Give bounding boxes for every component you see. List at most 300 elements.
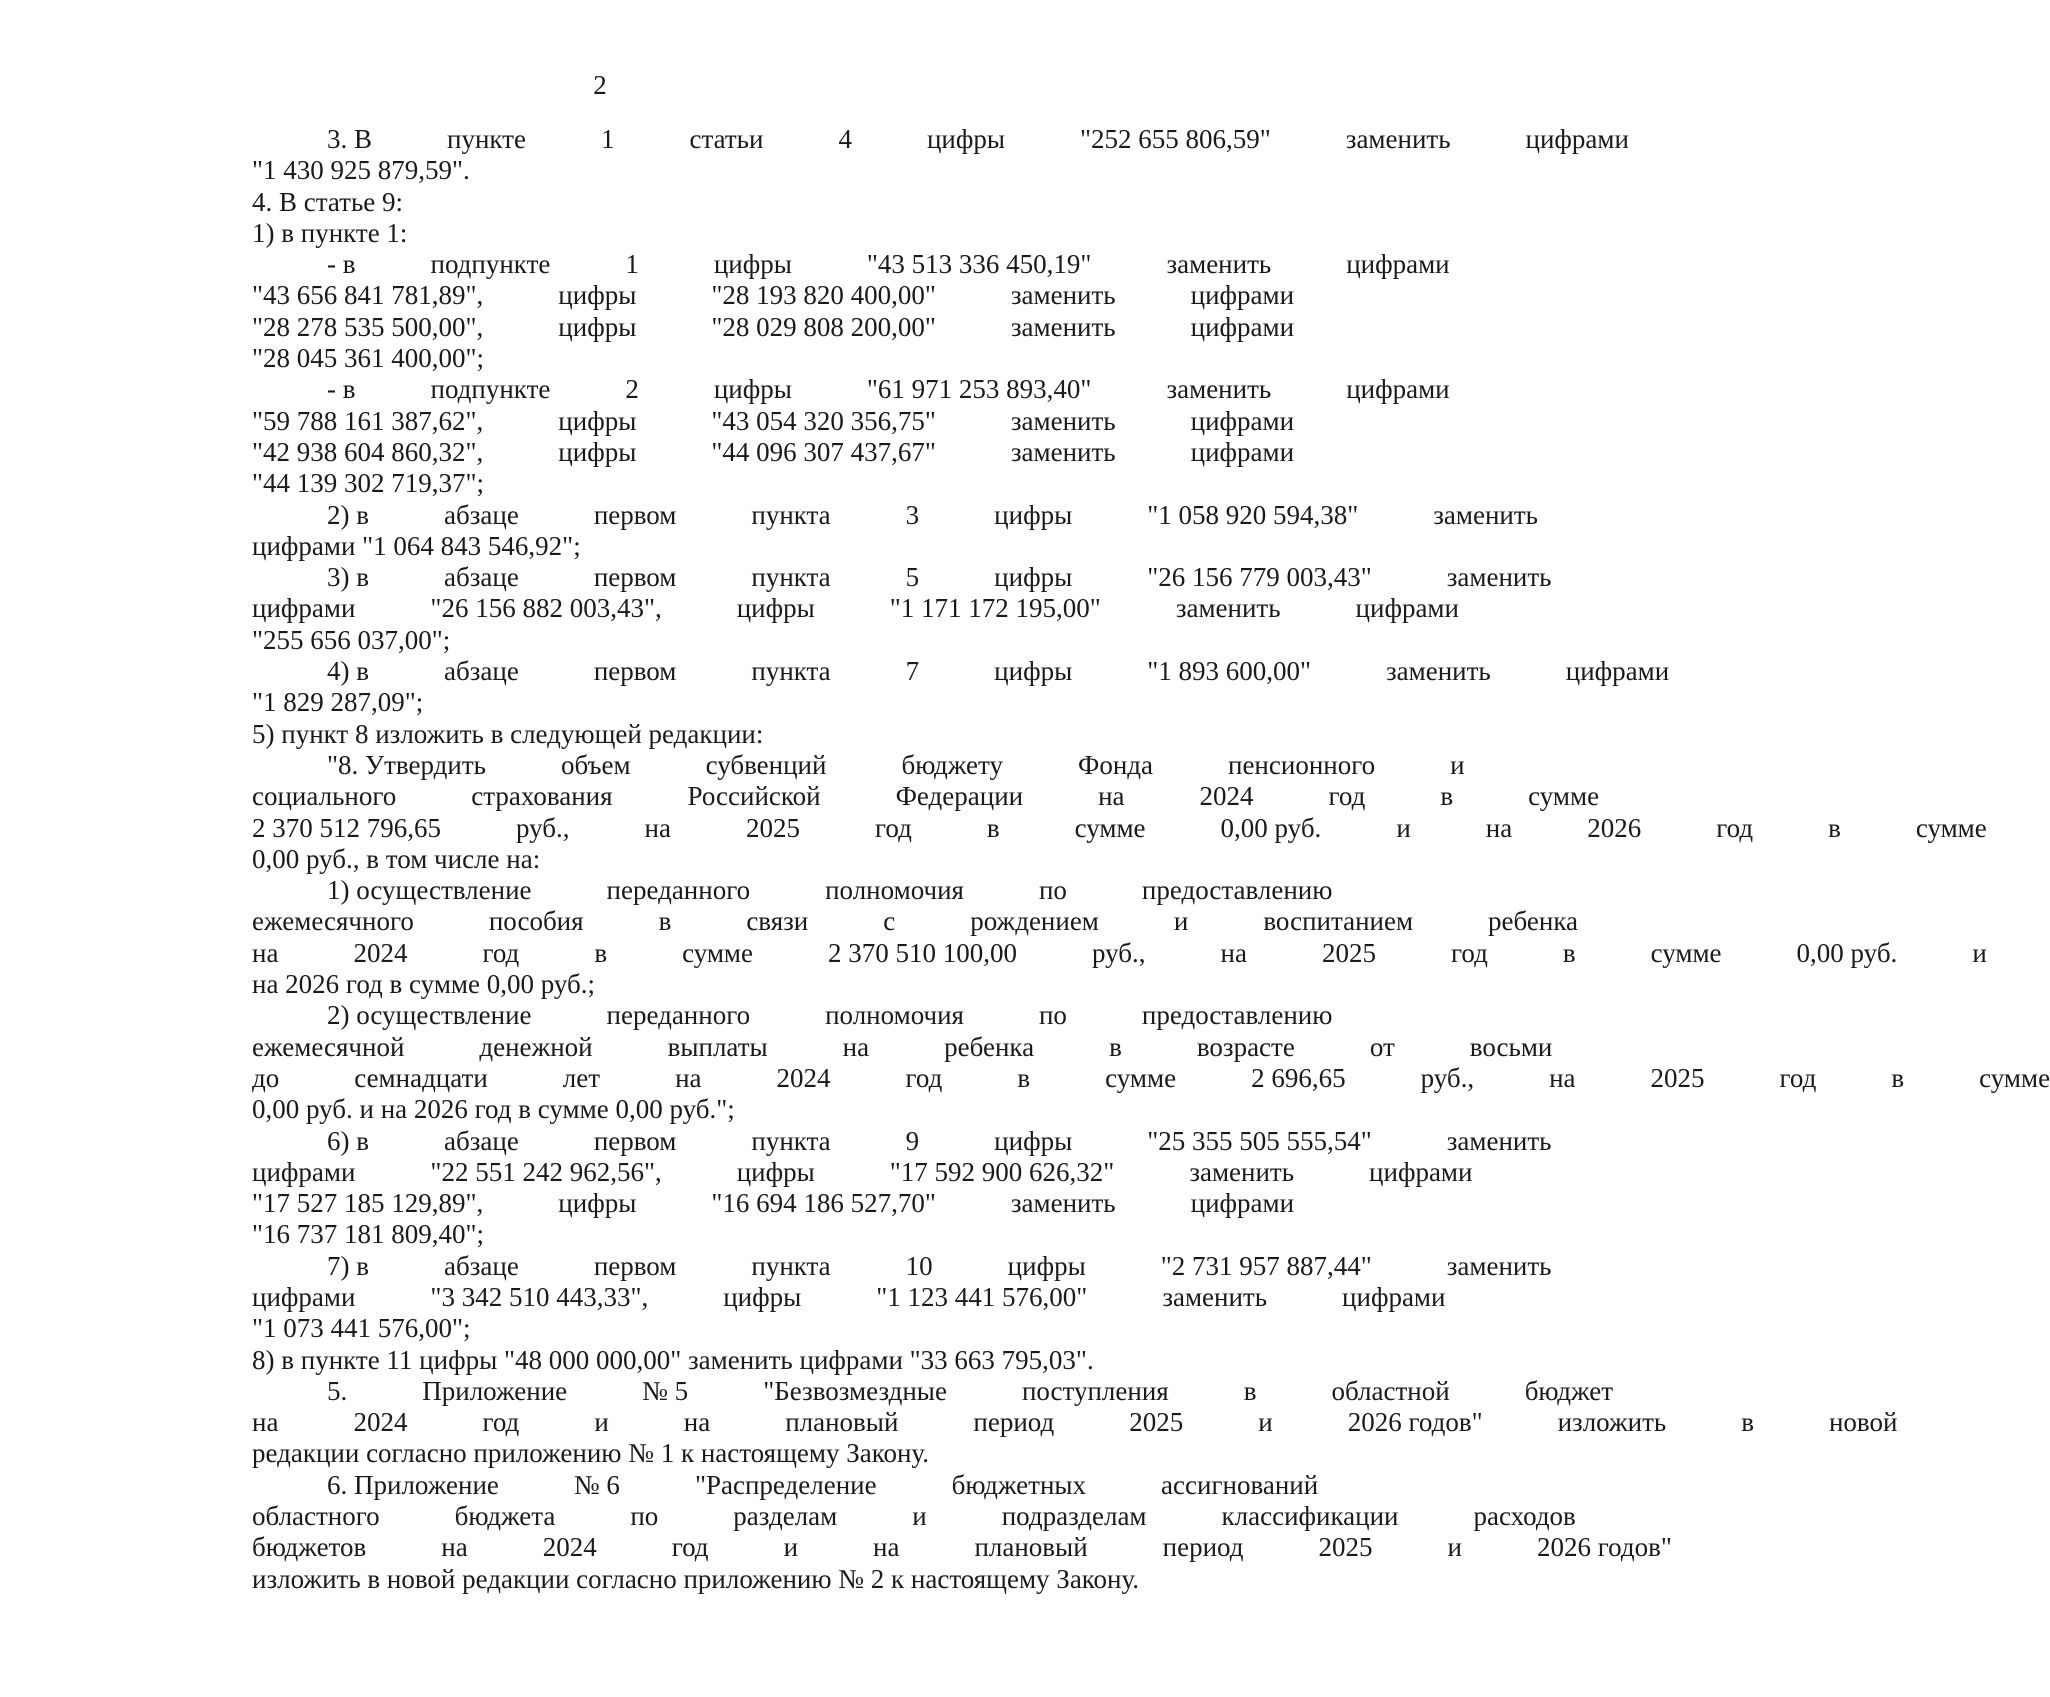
word: субвенций: [705, 749, 827, 780]
word: сумме: [1074, 812, 1146, 843]
word: заменить: [1345, 124, 1451, 154]
word: 2025: [1129, 1407, 1184, 1438]
text-line: [177, 1281, 1446, 1313]
word: пункта: [751, 499, 831, 530]
word: год: [1716, 812, 1754, 843]
word: цифрами: [1190, 405, 1295, 436]
word: полномочия: [825, 875, 964, 906]
word: руб.,: [1092, 937, 1146, 968]
word: - в: [327, 249, 356, 280]
word: социального: [252, 781, 397, 812]
word: и: [1173, 906, 1189, 937]
text-line: [177, 1000, 1333, 1031]
paragraph-item-3: [177, 124, 1629, 187]
word: пособия: [488, 906, 584, 937]
word: год: [482, 1407, 520, 1438]
word: "43 054 320 356,75": [711, 405, 936, 436]
word: - в: [327, 374, 356, 405]
word: руб.,: [516, 812, 570, 843]
word: цифры: [994, 499, 1073, 530]
subitem-4-5: 5) пункт 8 изложить в следующей редакции:: [252, 718, 764, 749]
word: "1 123 441 576,00": [876, 1281, 1088, 1312]
word: цифры: [558, 405, 637, 436]
word: цифры: [713, 374, 792, 405]
word: денежной: [479, 1031, 593, 1062]
word: Приложение: [422, 1375, 568, 1406]
word: период: [973, 1407, 1055, 1438]
word: "1 058 920 594,38": [1147, 499, 1359, 530]
word: 3. В: [327, 124, 373, 154]
text-line: [177, 1469, 1319, 1501]
text-line: "44 139 302 719,37";: [252, 468, 485, 499]
word: 1: [600, 124, 615, 154]
word: по: [630, 1501, 659, 1532]
word: "28 193 820 400,00": [711, 280, 936, 311]
word: 2026 годов": [1536, 1532, 1672, 1563]
word: цифры: [713, 249, 792, 280]
word: "252 655 806,59": [1079, 124, 1271, 154]
word: сумме: [1650, 937, 1722, 968]
word: 2025: [1321, 937, 1376, 968]
word: "Безвозмездные: [763, 1375, 947, 1406]
word: первом: [593, 499, 677, 530]
text-line: [177, 436, 1295, 468]
word: 4: [838, 124, 852, 154]
word: предоставлению: [1141, 875, 1333, 906]
word: цифры: [558, 280, 637, 311]
word: 1: [625, 249, 639, 280]
word: 2025: [1318, 1532, 1373, 1563]
quoted-item-8-1: [177, 875, 1987, 1000]
word: пункта: [751, 656, 831, 687]
word: год: [1450, 937, 1488, 968]
text-line: цифрами "1 064 843 546,92";: [252, 530, 581, 561]
word: Российской: [687, 781, 821, 812]
word: год: [874, 812, 912, 843]
word: пенсионного: [1228, 749, 1376, 780]
word: "42 938 604 860,32",: [252, 436, 484, 467]
word: первом: [593, 1125, 677, 1156]
word: сумме: [1105, 1062, 1177, 1093]
word: "28 278 535 500,00",: [252, 311, 484, 342]
word: переданного: [606, 875, 751, 906]
word: год: [1779, 1062, 1817, 1093]
text-line: редакции согласно приложению № 1 к настоящему Закону.: [252, 1438, 929, 1469]
text-line: "1 430 925 879,59".: [252, 155, 470, 186]
word: бюджету: [901, 749, 1003, 780]
word: на: [873, 1532, 900, 1563]
page-number: 2: [593, 70, 607, 100]
word: и: [1450, 749, 1465, 780]
text-line: [177, 499, 1538, 531]
word: на: [441, 1532, 468, 1563]
word: цифрами: [1355, 593, 1459, 624]
word: цифрами: [252, 1156, 356, 1187]
word: классификации: [1221, 1501, 1399, 1532]
word: ежемесячного: [252, 906, 414, 937]
word: в: [658, 906, 672, 937]
word: лет: [562, 1062, 601, 1093]
word: от: [1369, 1031, 1395, 1062]
word: "28 029 808 200,00": [711, 311, 936, 342]
word: "Распределение: [694, 1469, 877, 1500]
word: в: [986, 812, 1000, 843]
text-line: [177, 749, 1465, 781]
word: 3: [905, 499, 920, 530]
word: цифрами: [1190, 436, 1295, 467]
word: Федерации: [895, 781, 1024, 812]
word: в: [1741, 1407, 1754, 1438]
text-line: [177, 593, 1459, 624]
word: "44 096 307 437,67": [711, 436, 936, 467]
word: год: [905, 1062, 943, 1093]
word: "25 355 505 555,54": [1147, 1125, 1372, 1156]
word: в: [1562, 937, 1576, 968]
word: 9: [905, 1125, 920, 1156]
word: статьи: [689, 124, 764, 154]
text-line: [177, 562, 1552, 593]
word: на: [252, 1407, 279, 1438]
text-line: [177, 280, 1295, 311]
word: 0,00 руб.: [1220, 812, 1322, 843]
word: цифрами: [1346, 374, 1450, 405]
word: 2025: [1650, 1062, 1705, 1093]
word: цифрами: [1346, 249, 1450, 280]
word: поступления: [1021, 1375, 1169, 1406]
paragraph-item-5: [177, 1375, 1898, 1470]
word: в: [1440, 781, 1454, 812]
word: ежемесячной: [252, 1031, 405, 1062]
word: заменить: [1010, 405, 1116, 436]
word: областной: [1331, 1375, 1450, 1406]
text-line: [177, 875, 1333, 906]
word: подпункте: [430, 249, 551, 280]
text-line: [177, 1501, 1576, 1532]
word: цифры: [994, 1125, 1073, 1156]
word: разделам: [733, 1501, 838, 1532]
text-line: [177, 374, 1450, 405]
word: ассигнований: [1161, 1469, 1319, 1500]
word: и: [1396, 812, 1411, 843]
word: плановый: [974, 1532, 1088, 1563]
paragraph-item-6: [177, 1469, 1672, 1595]
text-line: [177, 781, 1600, 812]
word: абзаце: [444, 656, 519, 687]
word: период: [1162, 1532, 1244, 1563]
subitem-4-1: 1) в пункте 1:: [252, 217, 408, 248]
subitem-4-4: [177, 656, 1670, 719]
word: на: [1485, 812, 1513, 843]
word: в: [1891, 1062, 1905, 1093]
word: год: [671, 1532, 709, 1563]
word: первом: [593, 562, 677, 593]
word: цифры: [994, 656, 1073, 687]
word: возрасте: [1196, 1031, 1295, 1062]
word: бюджетов: [252, 1532, 367, 1563]
word: в: [1828, 812, 1841, 843]
text-line: [177, 1031, 1553, 1063]
word: заменить: [1189, 1156, 1295, 1187]
word: в: [594, 937, 608, 968]
word: № 6: [573, 1469, 620, 1500]
word: сумме: [1915, 812, 1987, 843]
subitem-4-6: [177, 1125, 1552, 1251]
word: № 5: [642, 1375, 689, 1406]
text-line: [177, 405, 1295, 437]
word: 2 696,65: [1251, 1062, 1346, 1093]
word: 2) осуществление: [327, 1000, 532, 1031]
word: 2: [625, 374, 639, 405]
word: расходов: [1473, 1501, 1576, 1532]
word: заменить: [1010, 280, 1116, 311]
word: цифры: [736, 593, 815, 624]
word: пункта: [751, 1125, 831, 1156]
word: бюджет: [1524, 1375, 1614, 1406]
word: на: [1220, 937, 1247, 968]
word: "59 788 161 387,62",: [252, 405, 484, 436]
word: на: [683, 1407, 711, 1438]
text-line: 0,00 руб., в том числе на:: [252, 843, 541, 874]
word: и: [1258, 1407, 1273, 1438]
word: "26 156 882 003,43",: [430, 593, 662, 624]
word: в: [1109, 1031, 1122, 1062]
text-line: на 2026 год в сумме 0,00 руб.;: [252, 969, 595, 1000]
word: цифры: [558, 311, 637, 342]
word: "8. Утвердить: [327, 749, 486, 780]
word: цифры: [994, 562, 1073, 593]
word: Фонда: [1077, 749, 1153, 780]
word: "17 527 185 129,89",: [252, 1188, 484, 1219]
word: цифрами: [1342, 1281, 1446, 1312]
word: полномочия: [825, 1000, 964, 1031]
word: "43 513 336 450,19": [866, 249, 1092, 280]
word: предоставлению: [1141, 1000, 1333, 1031]
text-line: "255 656 037,00";: [252, 624, 451, 655]
text-line: [177, 937, 1987, 969]
word: новой: [1828, 1407, 1898, 1438]
word: абзаце: [444, 499, 519, 530]
text-line: "1 073 441 576,00";: [252, 1313, 471, 1344]
word: 2 370 510 100,00: [828, 937, 1017, 968]
word: с: [883, 906, 896, 937]
word: и: [912, 1501, 927, 1532]
text-line: [177, 656, 1670, 687]
word: сумме: [1979, 1062, 2050, 1093]
word: "1 171 172 195,00": [889, 593, 1101, 624]
word: заменить: [1446, 562, 1552, 593]
word: и: [1447, 1532, 1462, 1563]
word: переданного: [606, 1000, 751, 1031]
word: сумме: [1528, 781, 1600, 812]
word: на: [675, 1062, 702, 1093]
word: 1) осуществление: [327, 875, 532, 906]
word: цифры: [736, 1156, 815, 1187]
word: 5.: [327, 1375, 348, 1406]
word: 7) в: [327, 1250, 369, 1281]
word: 6) в: [327, 1125, 369, 1156]
word: 2025: [745, 812, 800, 843]
word: 2024: [542, 1532, 597, 1563]
text-line: "16 737 181 809,40";: [252, 1219, 485, 1250]
word: связи: [746, 906, 809, 937]
word: воспитанием: [1263, 906, 1414, 937]
word: цифры: [723, 1281, 802, 1312]
word: 0,00 руб.: [1796, 937, 1898, 968]
word: выплаты: [667, 1031, 768, 1062]
word: плановый: [785, 1407, 899, 1438]
word: 2) в: [327, 499, 369, 530]
word: "26 156 779 003,43": [1147, 562, 1372, 593]
word: заменить: [1166, 374, 1272, 405]
word: 2 370 512 796,65: [252, 812, 441, 843]
word: ребенка: [1488, 906, 1579, 937]
word: по: [1038, 1000, 1067, 1031]
word: цифры: [926, 124, 1005, 154]
word: в: [1243, 1375, 1257, 1406]
text-line: [177, 311, 1295, 343]
word: заменить: [1010, 436, 1116, 467]
text-line: изложить в новой редакции согласно приложению № 2 к настоящему Закону.: [252, 1563, 1140, 1594]
word: цифрами: [1369, 1156, 1473, 1187]
word: цифрами: [1190, 1188, 1295, 1219]
word: пункта: [751, 562, 831, 593]
word: подразделам: [1001, 1501, 1147, 1532]
word: заменить: [1010, 311, 1116, 342]
word: подпункте: [430, 374, 551, 405]
word: заменить: [1166, 249, 1272, 280]
word: 6. Приложение: [327, 1469, 499, 1500]
word: цифрами: [1525, 124, 1629, 154]
word: до: [252, 1062, 280, 1093]
text-line: [177, 1062, 2050, 1094]
text-line: [177, 1532, 1672, 1563]
word: бюджетных: [951, 1469, 1087, 1500]
word: и: [594, 1407, 609, 1438]
word: цифрами: [252, 593, 356, 624]
word: по: [1038, 875, 1067, 906]
text-line: [177, 1188, 1295, 1219]
word: цифрами: [1190, 311, 1295, 342]
word: абзаце: [444, 562, 519, 593]
word: 2024: [353, 937, 408, 968]
word: "2 731 957 887,44": [1160, 1250, 1372, 1281]
word: руб.,: [1420, 1062, 1475, 1093]
word: заменить: [1010, 1188, 1116, 1219]
text-line: "28 045 361 400,00";: [252, 343, 485, 374]
word: 2026: [1587, 812, 1642, 843]
word: 2024: [1199, 781, 1254, 812]
word: в: [1017, 1062, 1031, 1093]
word: цифрами: [1565, 656, 1670, 687]
word: 2024: [353, 1407, 408, 1438]
quoted-item-8: [177, 749, 1987, 875]
word: "61 971 253 893,40": [866, 374, 1092, 405]
subitem-4-3: [177, 562, 1552, 656]
word: на: [842, 1031, 870, 1062]
word: абзаце: [444, 1250, 519, 1281]
text-line: [177, 812, 1987, 844]
word: 2026 годов": [1347, 1407, 1483, 1438]
text-line: [177, 1375, 1614, 1407]
word: ребенка: [944, 1031, 1035, 1062]
word: 3) в: [327, 562, 369, 593]
word: на: [252, 937, 279, 968]
word: заменить: [1446, 1125, 1552, 1156]
subitem-4-8: 8) в пункте 11 цифры "48 000 000,00" заменить цифрами "33 663 795,03".: [252, 1344, 1094, 1375]
word: цифры: [1007, 1250, 1086, 1281]
word: сумме: [682, 937, 753, 968]
word: "43 656 841 781,89",: [252, 280, 484, 311]
text-line: "1 829 287,09";: [252, 687, 424, 718]
word: 7: [905, 656, 920, 687]
word: заменить: [1386, 656, 1491, 687]
word: 10: [905, 1250, 933, 1281]
text-line: [177, 1156, 1473, 1188]
word: цифрами: [1190, 280, 1295, 311]
word: заменить: [1446, 1250, 1552, 1281]
subpoint-1: [177, 249, 1450, 374]
word: заменить: [1433, 499, 1538, 530]
word: областного: [252, 1501, 380, 1532]
word: бюджета: [454, 1501, 556, 1532]
word: цифры: [558, 436, 637, 467]
word: "1 893 600,00": [1147, 656, 1312, 687]
text-line: [177, 1407, 1898, 1438]
word: страхования: [471, 781, 613, 812]
word: год: [482, 937, 520, 968]
word: 4) в: [327, 656, 369, 687]
word: "22 551 242 962,56",: [430, 1156, 662, 1187]
word: и: [1972, 937, 1987, 968]
subitem-4-2: [177, 499, 1538, 563]
word: восьми: [1469, 1031, 1553, 1062]
word: рождением: [970, 906, 1099, 937]
word: первом: [593, 656, 677, 687]
word: и: [783, 1532, 799, 1563]
word: заменить: [1162, 1281, 1268, 1312]
word: семнадцати: [354, 1062, 488, 1093]
word: "17 592 900 626,32": [889, 1156, 1115, 1187]
word: на: [644, 812, 671, 843]
text-line: [177, 906, 1579, 937]
word: абзаце: [444, 1125, 519, 1156]
word: "16 694 186 527,70": [711, 1188, 936, 1219]
document-body: [177, 124, 2050, 1595]
word: "3 342 510 443,33",: [430, 1281, 649, 1312]
text-line: 0,00 руб. и на 2026 год в сумме 0,00 руб.";: [252, 1094, 735, 1125]
quoted-item-8-2: [177, 1000, 2050, 1125]
word: 2024: [776, 1062, 831, 1093]
word: 5: [905, 562, 920, 593]
word: цифры: [558, 1188, 637, 1219]
word: на: [1098, 781, 1125, 812]
word: изложить: [1557, 1407, 1667, 1438]
text-line: [177, 1125, 1552, 1157]
word: объем: [560, 749, 631, 780]
word: первом: [593, 1250, 677, 1281]
word: пункте: [447, 124, 526, 154]
paragraph-item-4: 4. В статье 9:: [252, 186, 404, 217]
text-line: [177, 1250, 1552, 1282]
word: цифрами: [252, 1281, 356, 1312]
subpoint-2: [177, 374, 1450, 499]
text-line: [177, 249, 1450, 280]
word: заменить: [1175, 593, 1281, 624]
word: на: [1549, 1062, 1576, 1093]
text-line: [177, 124, 1629, 155]
word: пункта: [751, 1250, 831, 1281]
word: год: [1328, 781, 1366, 812]
